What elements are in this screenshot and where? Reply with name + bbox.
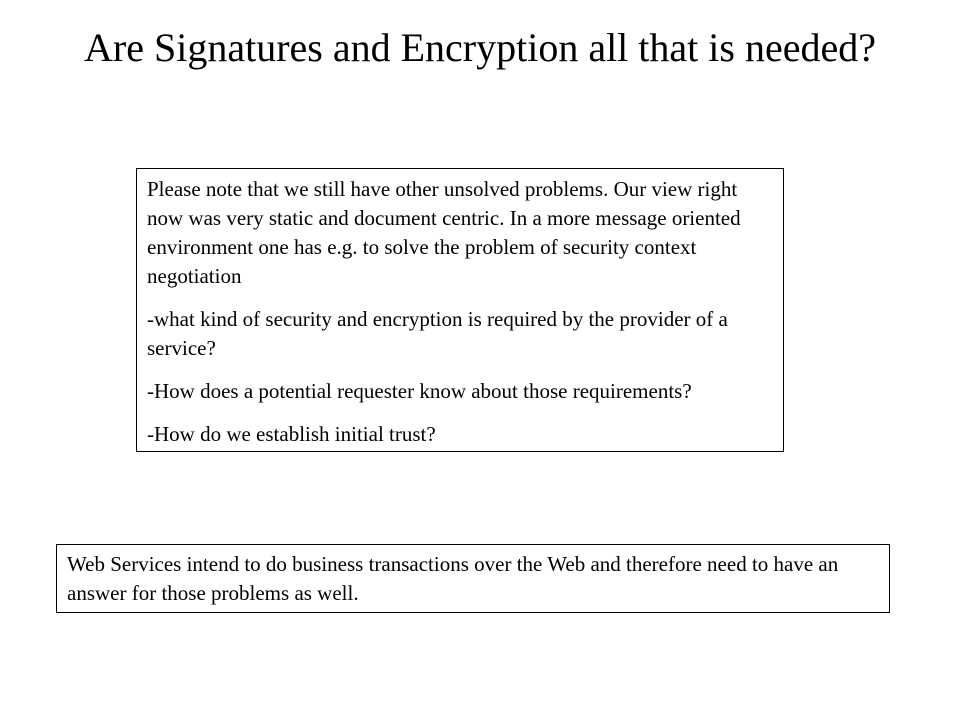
note-question-requester-knowledge: -How does a potential requester know about those requirements? [147, 379, 692, 403]
web-services-summary-box [56, 544, 890, 613]
note-intro-paragraph: Please note that we still have other unsolved problems. Our view right now was very static and document centric. In a more message oriented environment one has e.g. to solve the problem of security context negotiation [147, 177, 741, 288]
slide-title: Are Signatures and Encryption all that is needed? [84, 25, 876, 70]
note-question-initial-trust: -How do we establish initial trust? [147, 422, 436, 446]
summary-text: Web Services intend to do business transactions over the Web and therefore need to have an answer for those problems as well. [67, 552, 839, 605]
unsolved-problems-box [136, 168, 784, 452]
note-question-security-requirements: -what kind of security and encryption is required by the provider of a service? [147, 307, 728, 360]
